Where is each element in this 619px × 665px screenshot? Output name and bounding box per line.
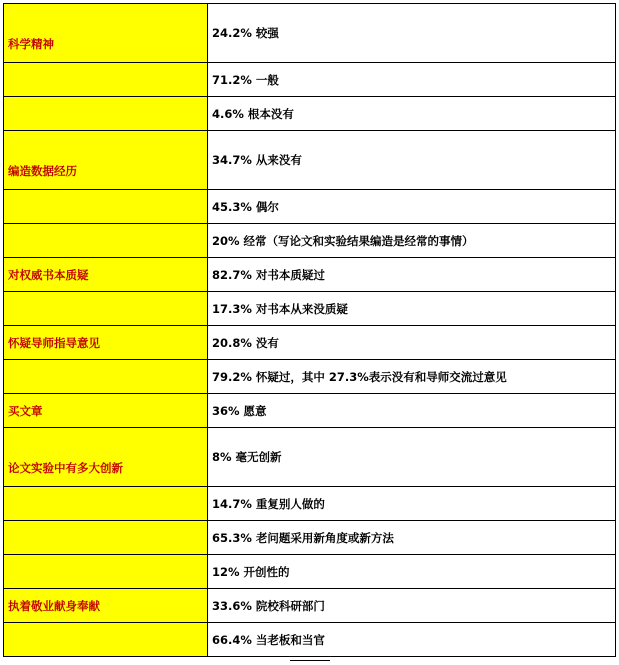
table-row	[4, 589, 616, 623]
table-row	[4, 63, 616, 97]
category-cell: 编造数据经历	[4, 131, 208, 190]
value-cell: 17.3% 对书本从来没质疑	[208, 292, 616, 326]
table-row	[4, 428, 616, 487]
table-row	[4, 555, 616, 589]
category-cell	[4, 487, 208, 521]
category-cell	[4, 63, 208, 97]
value-cell: 8% 毫无创新	[208, 428, 616, 487]
value-cell: 45.3% 偶尔	[208, 190, 616, 224]
table-row	[4, 292, 616, 326]
value-cell: 65.3% 老问题采用新角度或新方法	[208, 521, 616, 555]
category-cell: 执着敬业献身奉献	[4, 589, 208, 623]
category-cell: 怀疑导师指导意见	[4, 326, 208, 360]
category-cell	[4, 97, 208, 131]
category-cell	[4, 292, 208, 326]
category-cell: 科学精神	[4, 4, 208, 63]
category-cell	[4, 623, 208, 657]
value-cell: 79.2% 怀疑过，其中 27.3%表示没有和导师交流过意见	[208, 360, 616, 394]
value-cell: 66.4% 当老板和当官	[208, 623, 616, 657]
page-edge-divider	[290, 660, 330, 665]
table-row	[4, 326, 616, 360]
category-cell	[4, 521, 208, 555]
value-cell: 34.7% 从来没有	[208, 131, 616, 190]
value-cell: 82.7% 对书本质疑过	[208, 258, 616, 292]
value-cell: 20.8% 没有	[208, 326, 616, 360]
survey-table-body	[4, 4, 616, 657]
table-row	[4, 224, 616, 258]
table-row	[4, 521, 616, 555]
table-row	[4, 4, 616, 63]
value-cell: 36% 愿意	[208, 394, 616, 428]
category-cell	[4, 224, 208, 258]
table-row	[4, 258, 616, 292]
category-cell: 买文章	[4, 394, 208, 428]
value-cell: 33.6% 院校科研部门	[208, 589, 616, 623]
category-cell	[4, 360, 208, 394]
table-row	[4, 131, 616, 190]
table-row	[4, 97, 616, 131]
category-cell	[4, 190, 208, 224]
table-row	[4, 623, 616, 657]
value-cell: 12% 开创性的	[208, 555, 616, 589]
table-row	[4, 360, 616, 394]
value-cell: 14.7% 重复别人做的	[208, 487, 616, 521]
value-cell: 20% 经常（写论文和实验结果编造是经常的事情）	[208, 224, 616, 258]
category-cell: 论文实验中有多大创新	[4, 428, 208, 487]
table-row	[4, 487, 616, 521]
category-cell	[4, 555, 208, 589]
value-cell: 71.2% 一般	[208, 63, 616, 97]
table-row	[4, 394, 616, 428]
value-cell: 24.2% 较强	[208, 4, 616, 63]
survey-table	[3, 3, 616, 657]
category-cell: 对权威书本质疑	[4, 258, 208, 292]
value-cell: 4.6% 根本没有	[208, 97, 616, 131]
table-row	[4, 190, 616, 224]
